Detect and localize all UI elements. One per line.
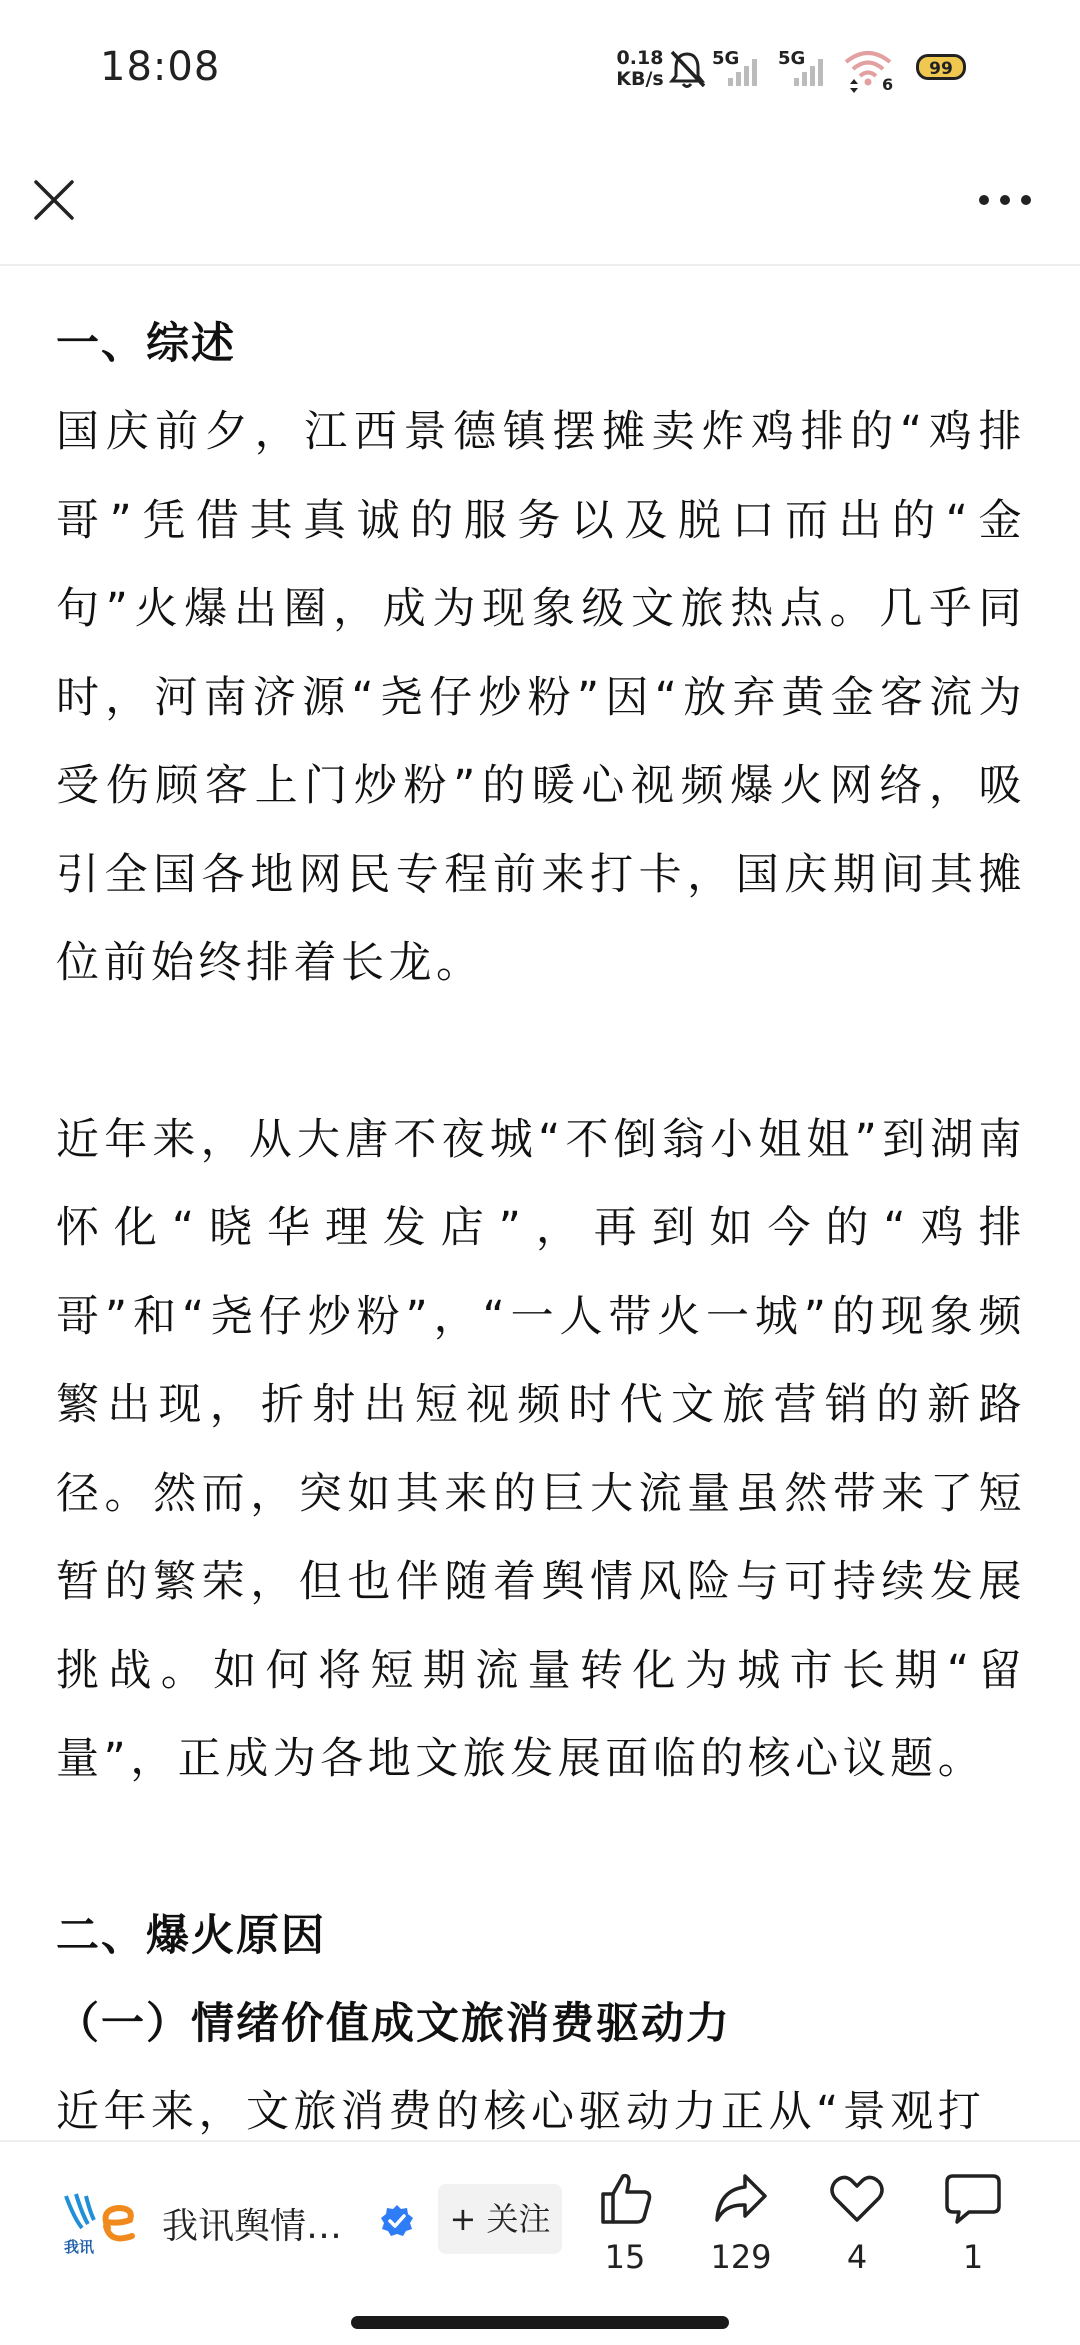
paragraph: 国庆前夕，江西景德镇摆摊卖炸鸡排的“鸡排哥”凭借其真诚的服务以及脱口而出的“金句”火爆出圈，成为现象级文旅热点。几乎同时，河南济源“尧仔炒粉”因“放弃黄金客流为受伤顾客上门炒粉”的暖心视频爆火网络，吸引全国各地网民专程前来打卡，国庆期间其摊位前始终排着长龙。 [56,407,1026,988]
network-speed-value: 0.18 [616,47,664,69]
more-icon [970,170,1040,230]
top-bar [0,140,1080,266]
brand-logo-icon [60,2188,142,2256]
paragraph: 近年来，文旅消费的核心驱动力正从“景观打 [56,2086,986,2137]
favorite-count: 4 [846,2238,868,2276]
sub-heading-emotional-value: （一）情绪价值成文旅消费驱动力 [56,1998,731,2049]
verified-badge-icon [380,2204,414,2238]
share-button[interactable] [686,2168,796,2288]
comment-count: 1 [962,2238,984,2276]
mute-bell-icon [672,52,704,87]
section-heading-causes: 二、爆火原因 [56,1910,326,1961]
sim1-label: 5G [712,48,740,69]
battery-level: 99 [929,59,953,79]
network-speed-unit: KB/s [616,68,664,90]
thumbs-up-icon [595,2168,655,2228]
favorite-button[interactable] [802,2168,912,2288]
sim2-label: 5G [778,48,806,69]
section-heading-overview: 一、综述 [56,319,236,369]
brand-logo-text: 我讯 [64,2238,95,2256]
account-avatar[interactable] [60,2188,142,2256]
share-count: 129 [710,2238,772,2276]
status-time: 18:08 [100,44,221,90]
comment-icon [943,2168,1003,2228]
status-bar [0,0,1080,140]
like-count: 15 [604,2238,646,2276]
wifi-number: 6 [882,75,894,94]
account-name[interactable]: 我讯舆情… [162,2206,343,2247]
like-button[interactable] [570,2168,680,2288]
heart-icon [827,2168,887,2228]
follow-button[interactable]: + 关注 [438,2184,562,2254]
close-icon [24,170,84,230]
comment-button[interactable] [918,2168,1028,2288]
close-button[interactable] [24,170,84,230]
paragraph: 近年来，从大唐不夜城“不倒翁小姐姐”到湖南怀化“晓华理发店”，再到如今的“鸡排哥”和“尧仔炒粉”，“一人带火一城”的现象频繁出现，折射出短视频时代文旅营销的新路径。然而，突如其来的巨大流量虽然带来了短暂的繁荣，但也伴随着舆情风险与可持续发展挑战。如何将短期流量转化为城市长期“留量”，正成为各地文旅发展面临的核心议题。 [56,1114,1026,1784]
home-indicator[interactable] [351,2316,729,2329]
more-options-button[interactable] [970,170,1040,230]
network-speed [612,48,668,90]
share-icon [711,2168,771,2228]
status-icons [668,44,978,94]
article-body [56,300,1026,2156]
bottom-action-bar [0,2140,1080,2302]
